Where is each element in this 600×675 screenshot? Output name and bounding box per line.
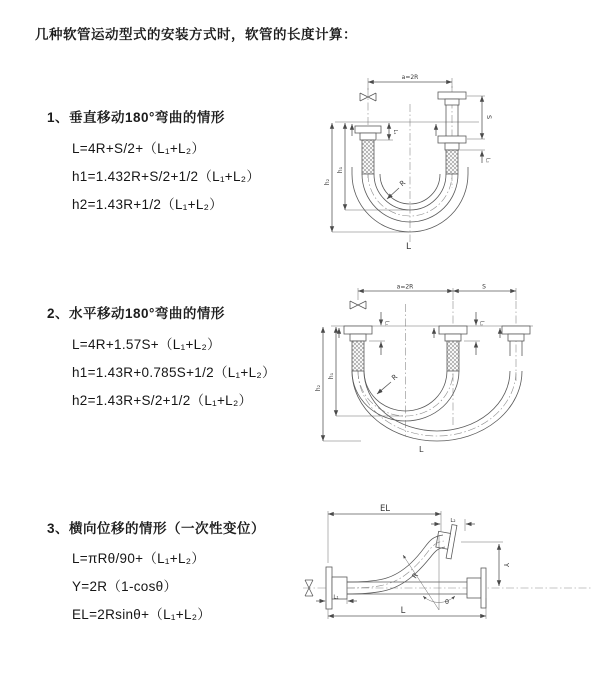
d1-dimension-a2r	[368, 74, 452, 90]
d1-right-flange-top	[438, 92, 466, 105]
section-3-heading: 3、横向位移的情形（一次性变位）	[47, 521, 266, 536]
section-1-heading: 1、垂直移动180°弯曲的情形	[47, 110, 225, 125]
d1-label-l1: L₁	[392, 129, 398, 135]
d2-label-l2: L₂	[478, 321, 485, 326]
d2-left-flange	[344, 326, 372, 341]
formula-line: h1=1.432R+S/2+1/2（L₁+L₂）	[72, 169, 261, 184]
d2-radius-callout	[377, 373, 399, 394]
d1-label-h2: h₂	[324, 178, 331, 186]
diagram-horizontal-180-bend	[303, 276, 598, 471]
d2-label-h2: h₂	[315, 384, 322, 392]
d2-label-r: R	[390, 372, 400, 383]
formula-line: EL=2Rsinθ+（L₁+L₂）	[72, 607, 212, 622]
d3-dimension-l1	[316, 595, 357, 610]
d1-label-l: L	[406, 242, 412, 252]
formula-line: h1=1.43R+0.785S+1/2（L₁+L₂）	[72, 365, 276, 380]
d1-right-hose-braid	[446, 150, 458, 174]
d2-label-a2r: a=2R	[396, 283, 414, 291]
formula-line: h2=1.43R+S/2+1/2（L₁+L₂）	[72, 393, 253, 408]
formula-line: L=4R+S/2+（L₁+L₂）	[72, 141, 206, 156]
d1-label-h1: h₁	[337, 166, 344, 174]
d3-label-el: EL	[379, 504, 391, 514]
d1-dimension-s	[467, 96, 493, 139]
d2-u-bend-hose-displaced	[352, 371, 522, 441]
d2-mid-hose-braid	[447, 341, 459, 371]
d1-label-r: R	[398, 178, 408, 189]
d2-label-l: L	[419, 445, 424, 454]
d1-dimension-l2	[460, 150, 491, 163]
d2-dimension-a2r	[358, 284, 516, 301]
formula-line: L=4R+1.57S+（L₁+L₂）	[72, 337, 221, 352]
d3-label-theta: θ	[445, 598, 449, 606]
d3-right-flange	[467, 568, 486, 608]
d1-label-a2r: a=2R	[401, 74, 419, 81]
formula-line: L=πRθ/90+（L₁+L₂）	[72, 551, 206, 566]
formula-line: Y=2R（1-cosθ）	[72, 579, 178, 594]
d1-label-s: S	[485, 114, 493, 120]
d3-curved-hose	[347, 535, 445, 594]
d2-mid-flange	[439, 326, 467, 341]
d3-label-y: Y	[502, 562, 510, 568]
d1-left-hose-braid	[362, 140, 374, 174]
d3-displaced-flange	[434, 522, 457, 558]
diagram-lateral-displacement	[295, 497, 600, 652]
d1-right-flange-mid	[438, 136, 466, 150]
d3-label-l: L	[400, 606, 406, 616]
d1-radius-callout	[387, 179, 407, 199]
d3-label-l2: L₂	[450, 518, 456, 524]
d2-label-h1: h₁	[328, 372, 335, 380]
d2-left-hose-braid	[352, 341, 364, 371]
d2-label-l1: L₁	[383, 321, 390, 326]
d2-valve-icon	[350, 301, 366, 309]
diagram-vertical-180-bend	[305, 66, 595, 261]
d3-left-flange	[326, 567, 347, 609]
section-2-heading: 2、水平移动180°弯曲的情形	[47, 306, 225, 321]
formula-line: h2=1.43R+1/2（L₁+L₂）	[72, 197, 223, 212]
d2-label-s: S	[482, 283, 486, 291]
d3-label-l1: L₁	[333, 594, 339, 601]
d1-left-flange	[355, 126, 381, 140]
d3-label-r: R	[410, 571, 421, 581]
d1-label-l2: L₂	[484, 158, 491, 163]
d1-centerlines	[368, 86, 452, 242]
d3-dimension-el	[328, 504, 441, 563]
page-title: 几种软管运动型式的安装方式时，软管的长度计算：	[35, 27, 357, 42]
d2-dimension-s	[453, 284, 516, 292]
